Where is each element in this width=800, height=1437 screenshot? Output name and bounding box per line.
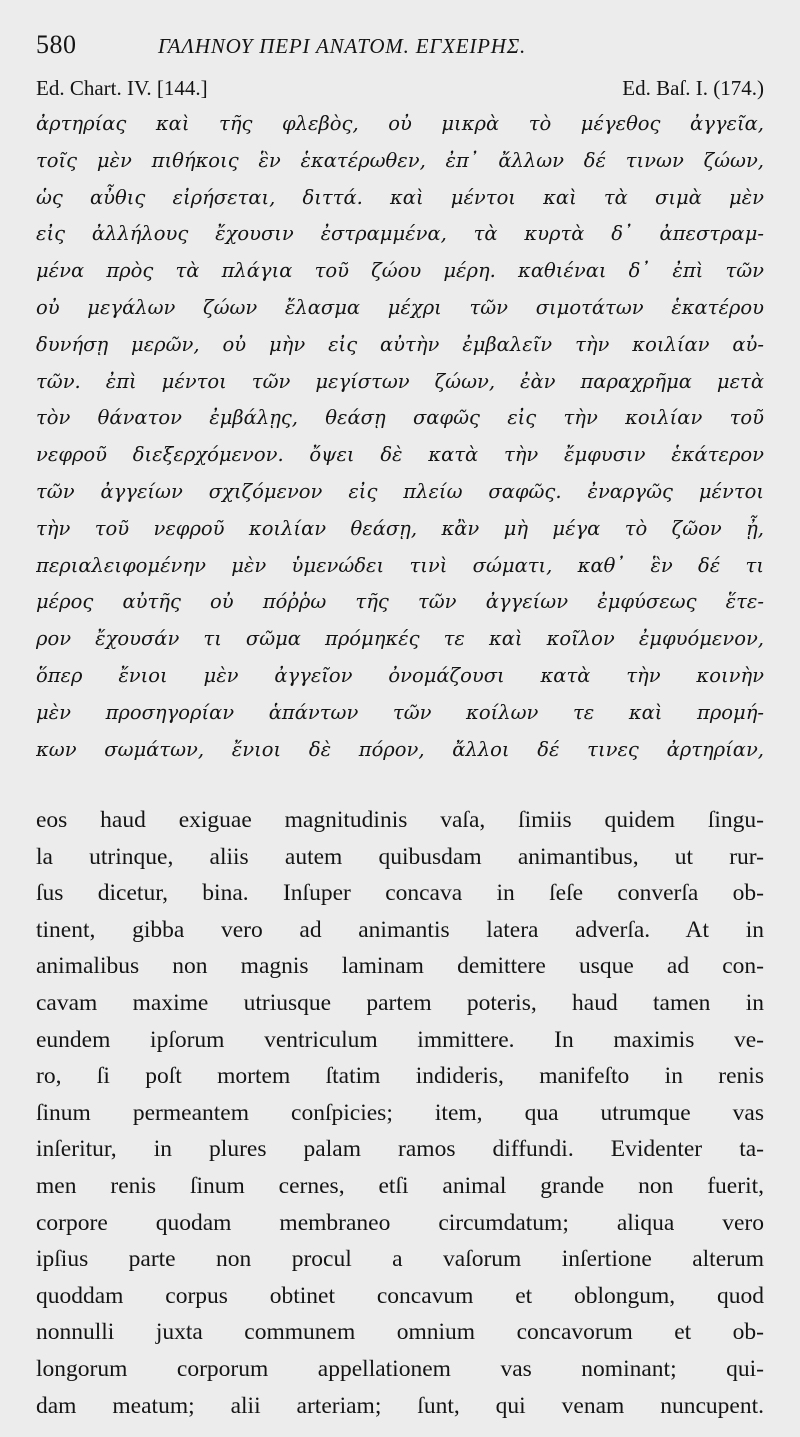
running-head bbox=[36, 30, 776, 64]
latin-text-block bbox=[36, 802, 764, 1424]
greek-line: ὅπερ ἔνιοι μὲν ἀγγεῖον ὀνομάζουσι κατὰ τὴν κοινὴν bbox=[36, 663, 764, 687]
latin-line: quoddam corpus obtinet concavum et oblongum, quod bbox=[36, 1282, 764, 1309]
greek-line: μὲν προσηγορίαν ἁπάντων τῶν κοίλων τε καὶ προμή- bbox=[36, 700, 764, 724]
latin-line: la utrinque, aliis autem quibusdam animantibus, ut rur- bbox=[36, 843, 764, 870]
greek-line: μένα πρὸς τὰ πλάγια τοῦ ζώου μέρη. καθιέναι δ᾽ ἐπὶ τῶν bbox=[36, 259, 764, 283]
greek-line: ὡς αὖθις εἰρήσεται, διττά. καὶ μέντοι καὶ τὰ σιμὰ μὲν bbox=[36, 185, 764, 209]
latin-line: ſus dicetur, bina. Inſuper concava in ſeſe converſa ob- bbox=[36, 880, 764, 907]
greek-line: οὐ μεγάλων ζώων ἔλασμα μέχρι τῶν σιμοτάτων ἑκατέρου bbox=[36, 295, 764, 319]
greek-line: ἀρτηρίας καὶ τῆς φλεβὸς, οὐ μικρὰ τὸ μέγεθος ἀγγεῖα, bbox=[36, 112, 764, 135]
greek-line: τὸν θάνατον ἐμβάλῃς, θεάσῃ σαφῶς εἰς τὴν κοιλίαν τοῦ bbox=[36, 406, 764, 430]
greek-line: περιαλειφομένην μὲν ὑμενώδει τινὶ σώματι, καθ᾽ ἓν δέ τι bbox=[36, 553, 764, 577]
page-number: 580 bbox=[36, 30, 77, 59]
greek-line: τὴν τοῦ νεφροῦ κοιλίαν θεάσῃ, κἂν μὴ μέγα τὸ ζῶον ᾖ, bbox=[36, 516, 764, 540]
latin-line: eundem ipſorum ventriculum immittere. In maximis ve- bbox=[36, 1026, 764, 1053]
greek-line: τῶν ἀγγείων σχιζόμενον εἰς πλείω σαφῶς. ἐναργῶς μέντοι bbox=[36, 479, 764, 503]
edition-reference-left: Ed. Chart. IV. [144.] bbox=[36, 76, 208, 100]
greek-line: κων σωμάτων, ἔνιοι δὲ πόρον, ἄλλοι δέ τινες ἀρτηρίαν, bbox=[36, 737, 764, 761]
latin-line: ipſius parte non procul a vaſorum inſertione alterum bbox=[36, 1246, 764, 1273]
edition-references bbox=[36, 76, 764, 102]
running-title: ΓΑΛΗΝΟΥ ΠΕΡΙ ΑΝΑΤΟΜ. ΕΓΧΕΙΡΗΣ. bbox=[158, 34, 527, 58]
latin-line: nonnulli juxta communem omnium concavorum et ob- bbox=[36, 1319, 764, 1346]
greek-line: εἰς ἀλλήλους ἔχουσιν ἐστραμμένα, τὰ κυρτὰ δ᾽ ἀπεστραμ- bbox=[36, 222, 764, 246]
greek-line: δυνήσῃ μερῶν, οὐ μὴν εἰς αὐτὴν ἐμβαλεῖν τὴν κοιλίαν αὐ- bbox=[36, 332, 764, 356]
latin-line: ſinum permeantem conſpicies; item, qua utrumque vas bbox=[36, 1099, 764, 1126]
latin-line: cavam maxime utriusque partem poteris, haud tamen in bbox=[36, 989, 764, 1016]
latin-line: ro, ſi poſt mortem ſtatim indideris, manifeſto in renis bbox=[36, 1063, 764, 1090]
greek-line: νεφροῦ διεξερχόμενον. ὄψει δὲ κατὰ τὴν ἔμφυσιν ἑκάτερον bbox=[36, 443, 764, 467]
edition-reference-right: Ed. Baſ. I. (174.) bbox=[622, 76, 764, 100]
greek-line: ρον ἔχουσάν τι σῶμα πρόμηκές τε καὶ κοῖλον ἐμφυόμενον, bbox=[36, 627, 764, 651]
greek-line: μέρος αὐτῆς οὐ πόῤῥω τῆς τῶν ἀγγείων ἐμφύσεως ἕτε- bbox=[36, 590, 764, 614]
greek-line: τῶν. ἐπὶ μέντοι τῶν μεγίστων ζώων, ἐὰν παραχρῆμα μετὰ bbox=[36, 369, 764, 393]
latin-line: tinent, gibba vero ad animantis latera adverſa. At in bbox=[36, 916, 764, 943]
greek-line: τοῖς μὲν πιθήκοις ἓν ἑκατέρωθεν, ἐπ᾽ ἄλλων δέ τινων ζώων, bbox=[36, 148, 764, 172]
latin-line: dam meatum; alii arteriam; ſunt, qui venam nuncupent. bbox=[36, 1392, 764, 1419]
latin-line: men renis ſinum cernes, etſi animal grande non fuerit, bbox=[36, 1172, 764, 1199]
latin-line: inſeritur, in plures palam ramos diffundi. Evidenter ta- bbox=[36, 1136, 764, 1163]
latin-line: animalibus non magnis laminam demittere usque ad con- bbox=[36, 953, 764, 980]
greek-text-block bbox=[36, 106, 764, 768]
latin-line: longorum corporum appellationem vas nominant; qui- bbox=[36, 1355, 764, 1382]
latin-line: eos haud exiguae magnitudinis vaſa, ſimiis quidem ſingu- bbox=[36, 807, 764, 833]
latin-line: corpore quodam membraneo circumdatum; aliqua vero bbox=[36, 1209, 764, 1236]
